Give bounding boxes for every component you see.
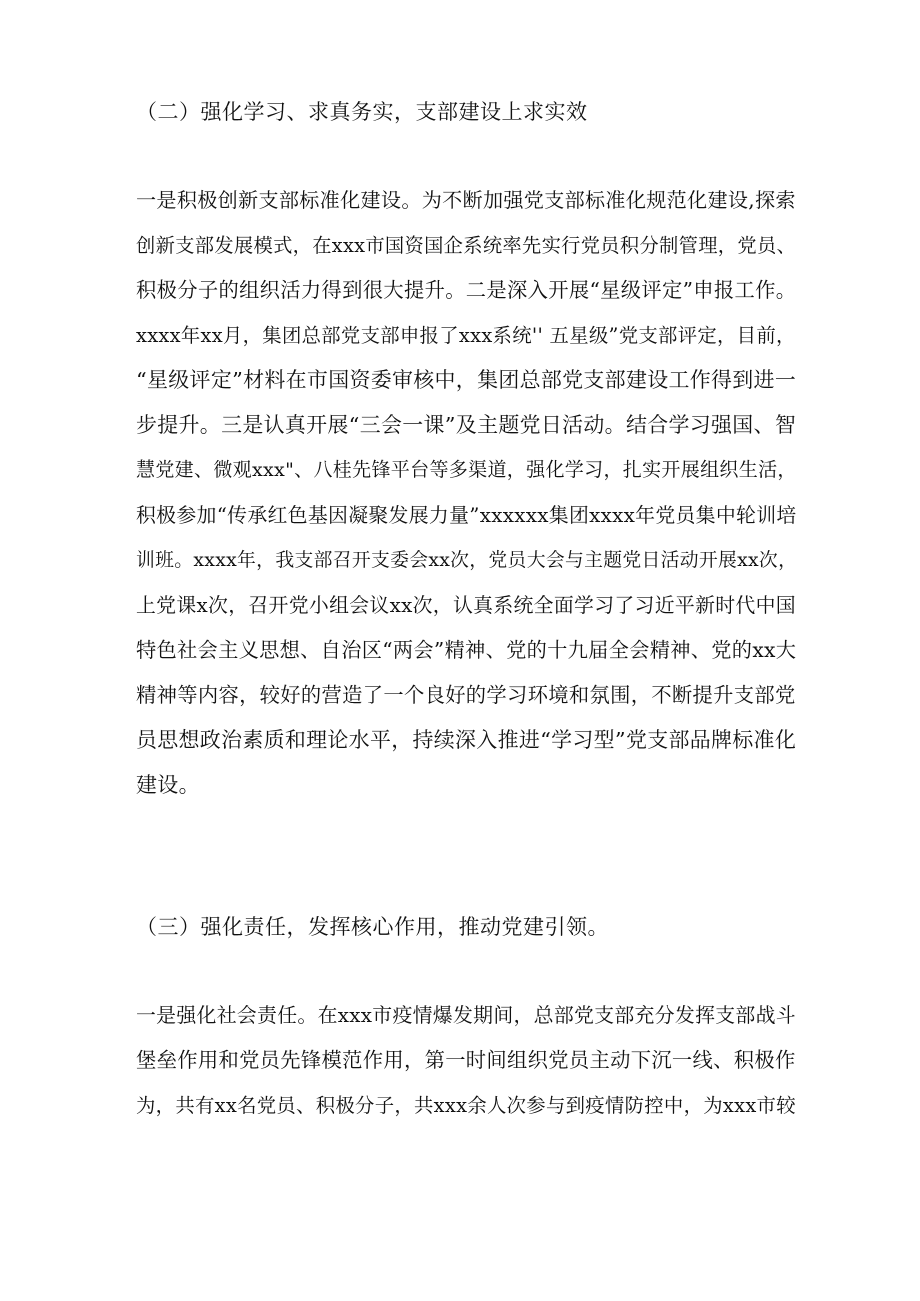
paragraph-line: 积极分子的组织活力得到很大提升。二是深入开展“星级评定”申报工作。 — [136, 278, 797, 302]
paragraph-line: xxxx年xx月，集团总部党支部申报了xxx系统'' 五星级”党支部评定，目前， — [136, 324, 796, 347]
paragraph-line: 一是积极创新支部标准化建设。为不断加强党支部标准化规范化建设,探索 — [136, 188, 796, 212]
paragraph-line: 建设。 — [136, 773, 200, 797]
paragraph-line: 为，共有xx名党员、积极分子，共xxx余人次参与到疫情防控中，为xxx市较 — [136, 1094, 796, 1117]
section-3-heading: （三）强化责任，发挥核心作用，推动党建引领。 — [136, 915, 609, 939]
paragraph-line: 训班。xxxx年，我支部召开支委会xx次，党员大会与主题党日活动开展xx次， — [136, 550, 798, 571]
paragraph-line: 步提升。三是认真开展“三会一课”及主题党日活动。结合学习强国、智 — [136, 413, 797, 437]
paragraph-line: “星级评定”材料在市国资委审核中，集团总部党支部建设工作得到进一 — [136, 368, 797, 392]
section-3-paragraph — [136, 993, 796, 1128]
section-2-paragraph — [136, 178, 796, 808]
paragraph-line: 积极参加“传承红色基因凝聚发展力量”xxxxxx集团xxxx年党员集中轮训培 — [136, 504, 797, 527]
paragraph-line: 创新支部发展模式，在xxx市国资国企系统率先实行党员积分制管理，党员、 — [136, 234, 797, 257]
paragraph-line: 堡垒作用和党员先锋模范作用，第一时间组织党员主动下沉一线、积极作 — [136, 1048, 796, 1072]
paragraph-line: 上党课x次，召开党小组会议xx次，认真系统全面学习了习近平新时代中国 — [136, 594, 796, 617]
paragraph-line: 慧党建、微观xxx"、八桂先锋平台等多渠道，强化学习，扎实开展组织生活， — [136, 459, 797, 481]
paragraph-line: 特色社会主义思想、自治区“两会”精神、党的十九届全会精神、党的xx大 — [136, 638, 797, 662]
paragraph-line: 精神等内容，较好的营造了一个良好的学习环境和氛围，不断提升支部党 — [136, 683, 796, 707]
paragraph-line: 一是强化社会责任。在xxx市疫情爆发期间，总部党支部充分发挥支部战斗 — [136, 1004, 796, 1027]
paragraph-line: 员思想政治素质和理论水平，持续深入推进“学习型”党支部品牌标准化 — [136, 728, 797, 752]
section-2-heading: （二）强化学习、求真务实，支部建设上求实效 — [136, 100, 588, 124]
